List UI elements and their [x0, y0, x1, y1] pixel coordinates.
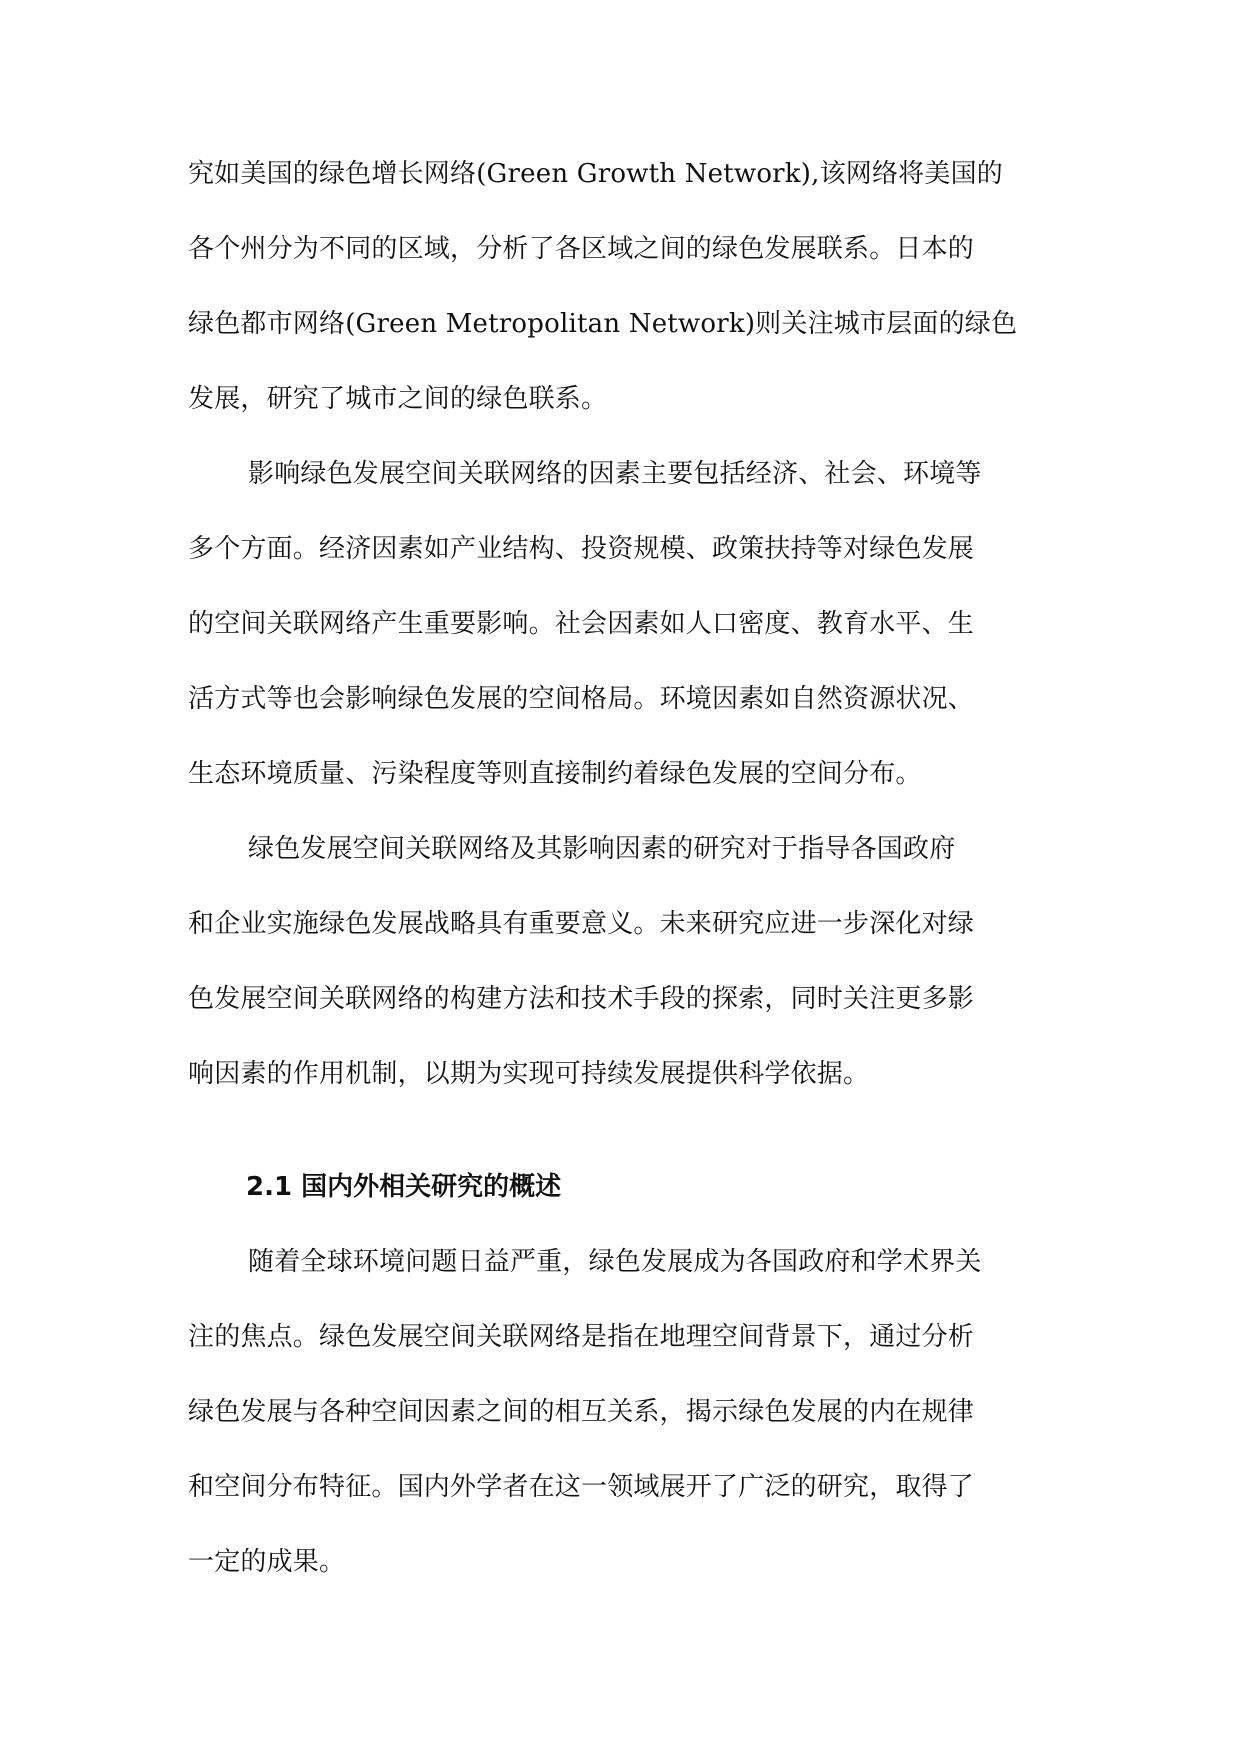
text-line: 的空间关联网络产生重要影响。社会因素如人口密度、教育水平、生: [188, 609, 975, 639]
section-spacer: [188, 1112, 1058, 1150]
text-line: 影响绿色发展空间关联网络的因素主要包括经济、社会、环境等: [248, 459, 982, 489]
text-line: 绿色发展与各种空间因素之间的相互关系，揭示绿色发展的内在规律: [188, 1397, 975, 1427]
text-line: 活方式等也会影响绿色发展的空间格局。环境因素如自然资源状况、: [188, 684, 975, 714]
text-line: 绿色都市网络(Green Metropolitan Network)则关注城市层面的绿色: [188, 309, 1018, 339]
text-line: 和空间分布特征。国内外学者在这一领域展开了广泛的研究，取得了: [188, 1472, 975, 1502]
document-body: [188, 137, 1058, 1600]
text-line: 各个州分为不同的区域，分析了各区域之间的绿色发展联系。日本的: [188, 234, 975, 264]
text-line: 生态环境质量、污染程度等则直接制约着绿色发展的空间分布。: [188, 759, 922, 789]
text-line: 注的焦点。绿色发展空间关联网络是指在地理空间背景下，通过分析: [188, 1322, 975, 1352]
paragraph-4: [188, 1225, 1058, 1600]
paragraph-2: [188, 437, 1058, 812]
text-line: 究如美国的绿色增长网络(Green Growth Network),该网络将美国的: [188, 159, 1003, 189]
text-line: 一定的成果。: [188, 1547, 346, 1577]
text-line: 响因素的作用机制，以期为实现可持续发展提供科学依据。: [188, 1059, 870, 1089]
paragraph-1: [188, 137, 1058, 437]
text-line: 多个方面。经济因素如产业结构、投资规模、政策扶持等对绿色发展: [188, 534, 975, 564]
text-line: 和企业实施绿色发展战略具有重要意义。未来研究应进一步深化对绿: [188, 909, 975, 939]
text-line: 绿色发展空间关联网络及其影响因素的研究对于指导各国政府: [248, 834, 956, 864]
paragraph-3: [188, 812, 1058, 1112]
text-line: 随着全球环境问题日益严重，绿色发展成为各国政府和学术界关: [248, 1247, 982, 1277]
text-line: 色发展空间关联网络的构建方法和技术手段的探索，同时关注更多影: [188, 984, 975, 1014]
text-line: 发展，研究了城市之间的绿色联系。: [188, 384, 608, 414]
section-heading: 2.1 国内外相关研究的概述: [246, 1172, 562, 1202]
